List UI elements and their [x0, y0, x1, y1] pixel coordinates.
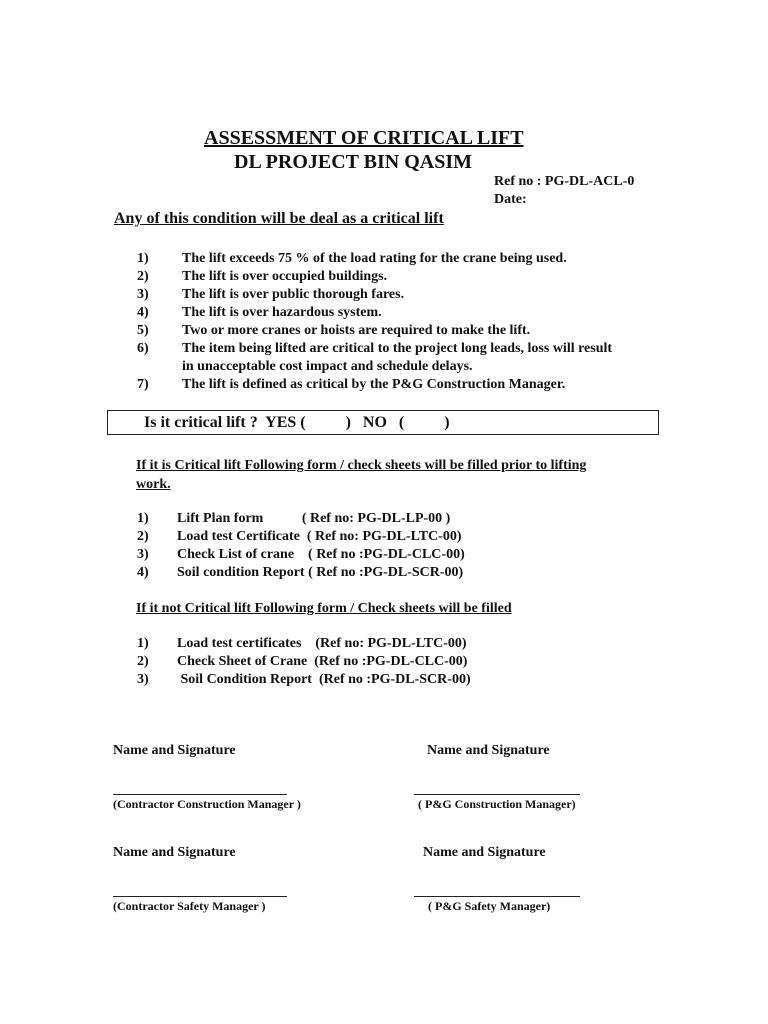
- list-item-number: 7): [137, 377, 149, 392]
- list-item: [137, 269, 697, 287]
- critical-section-heading-cont: work.: [136, 477, 171, 492]
- list-item-text: Load test certificates (Ref no: PG-DL-LTC-00): [177, 636, 467, 651]
- list-item-text: Soil condition Report ( Ref no :PG-DL-SCR-00): [177, 565, 464, 580]
- list-item: [137, 636, 697, 654]
- signature-line: [113, 896, 287, 897]
- list-item: [137, 654, 697, 672]
- list-item-number: 2): [137, 654, 149, 669]
- signature-label: Name and Signature: [113, 845, 236, 860]
- list-item: [137, 565, 697, 583]
- list-item-number: 3): [137, 547, 149, 562]
- contractor-safety-manager-caption: (Contractor Safety Manager ): [113, 899, 266, 913]
- list-item: [137, 377, 697, 395]
- list-item-text: Check Sheet of Crane (Ref no :PG-DL-CLC-00): [177, 654, 468, 669]
- list-item-text: The item being lifted are critical to the project long leads, loss will result: [182, 341, 613, 356]
- list-item-text: The lift is over occupied buildings.: [182, 269, 388, 284]
- list-item-number: 3): [137, 672, 149, 687]
- contractor-construction-manager-caption: (Contractor Construction Manager ): [113, 797, 301, 811]
- list-item-number: 3): [137, 287, 149, 302]
- list-item: [137, 305, 697, 323]
- signature-label: Name and Signature: [423, 845, 546, 860]
- signature-line: [414, 794, 580, 795]
- list-item-number: 1): [137, 511, 149, 526]
- list-item-text: Lift Plan form ( Ref no: PG-DL-LP-00 ): [177, 511, 451, 526]
- list-item: [137, 529, 697, 547]
- list-item-number: 1): [137, 251, 149, 266]
- critical-section-heading: If it is Critical lift Following form / check sheets will be filled prior to lifting: [136, 458, 587, 473]
- signature-label: Name and Signature: [113, 743, 236, 758]
- list-item-text: Two or more cranes or hoists are required to make the lift.: [182, 323, 531, 338]
- list-item-number: 5): [137, 323, 149, 338]
- list-item-number: 2): [137, 529, 149, 544]
- title-line-1: ASSESSMENT OF CRITICAL LIFT: [204, 127, 524, 149]
- list-item-text: in unacceptable cost impact and schedule delays.: [182, 359, 473, 374]
- date-label: Date:: [494, 192, 527, 207]
- signature-line: [113, 794, 287, 795]
- conditions-heading: Any of this condition will be deal as a critical lift: [114, 210, 444, 227]
- noncritical-section-heading: If it not Critical lift Following form / Check sheets will be filled: [136, 601, 512, 616]
- list-item-continuation: [137, 359, 697, 377]
- signature-label: Name and Signature: [427, 743, 550, 758]
- list-item-text: The lift is over hazardous system.: [182, 305, 382, 320]
- list-item-number: 1): [137, 636, 149, 651]
- list-item-text: The lift exceeds 75 % of the load rating for the crane being used.: [182, 251, 567, 266]
- critical-lift-question-box: [107, 410, 659, 435]
- list-item-number: 4): [137, 305, 149, 320]
- list-item: [137, 251, 697, 269]
- list-item-number: 4): [137, 565, 149, 580]
- list-item-text: The lift is over public thorough fares.: [182, 287, 405, 302]
- list-item: [137, 672, 697, 690]
- ref-number: Ref no : PG-DL-ACL-0: [494, 174, 635, 189]
- list-item-number: 2): [137, 269, 149, 284]
- signature-line: [414, 896, 580, 897]
- critical-lift-question: Is it critical lift ? YES ( ) NO ( ): [144, 414, 450, 431]
- pg-construction-manager-caption: ( P&G Construction Manager): [418, 797, 576, 811]
- list-item: [137, 341, 697, 359]
- list-item-text: Check List of crane ( Ref no :PG-DL-CLC-00): [177, 547, 465, 562]
- list-item-text: Soil Condition Report (Ref no :PG-DL-SCR-00): [177, 672, 471, 687]
- list-item-text: Load test Certificate ( Ref no: PG-DL-LTC-00): [177, 529, 462, 544]
- list-item: [137, 511, 697, 529]
- list-item-number: 6): [137, 341, 149, 356]
- list-item-text: The lift is defined as critical by the P&G Construction Manager.: [182, 377, 566, 392]
- list-item: [137, 287, 697, 305]
- pg-safety-manager-caption: ( P&G Safety Manager): [428, 899, 551, 913]
- title-line-2: DL PROJECT BIN QASIM: [234, 151, 473, 173]
- list-item: [137, 323, 697, 341]
- list-item: [137, 547, 697, 565]
